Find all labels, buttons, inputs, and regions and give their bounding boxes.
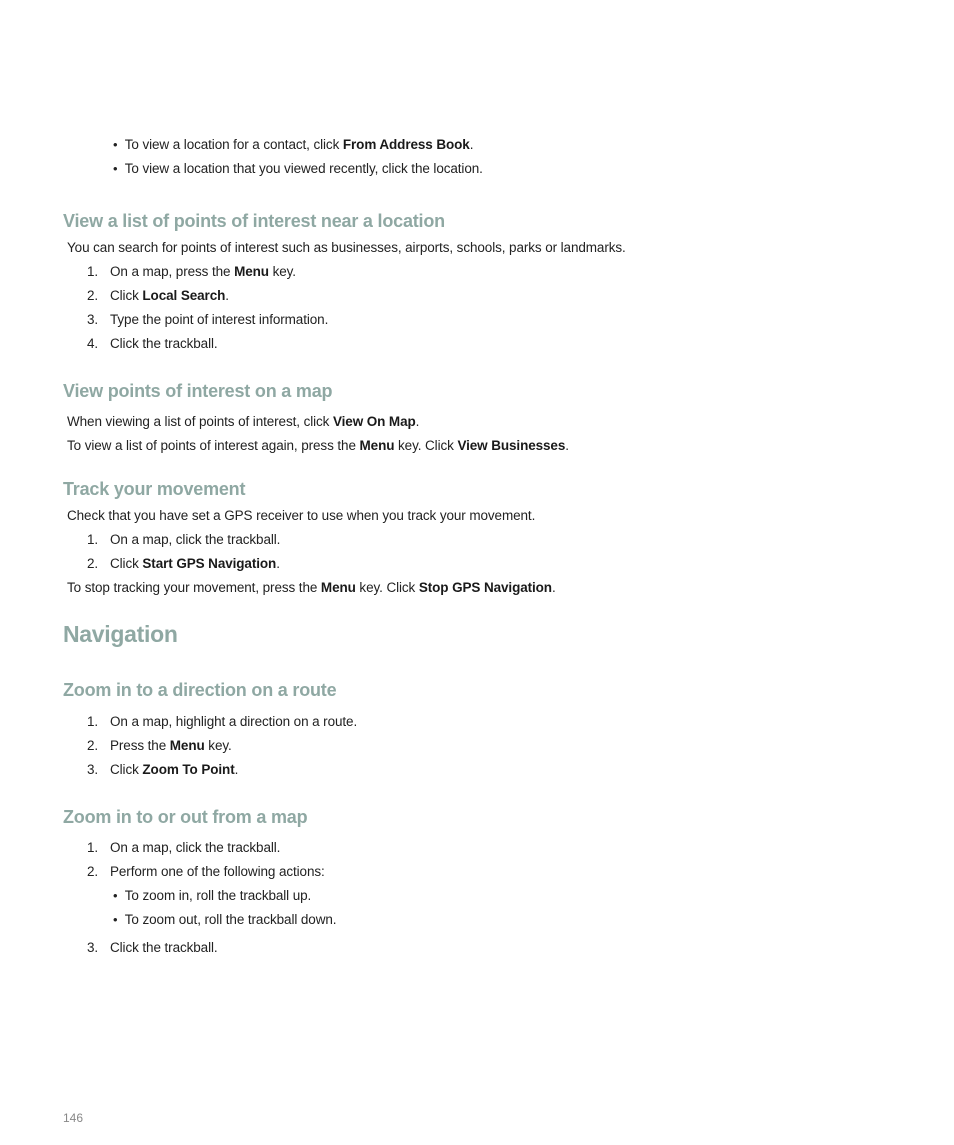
bullet-item <box>113 137 473 152</box>
step-text-end: key. <box>204 738 232 753</box>
step-text: Type the point of interest information. <box>110 312 329 327</box>
section-heading: Zoom in to a direction on a route <box>63 680 337 700</box>
step-text-end: key. <box>268 264 296 279</box>
paragraph-text: key. Click <box>355 580 419 595</box>
bullet-dot: • <box>113 161 118 176</box>
step-number: 2. <box>86 864 98 879</box>
paragraph-text: To view a list of points of interest again, press the <box>67 438 360 453</box>
sub-bullet-item <box>113 888 311 903</box>
ui-term: Stop GPS Navigation <box>418 580 552 595</box>
ui-term: Local Search <box>142 288 226 303</box>
ui-term: View On Map <box>332 414 416 429</box>
page-number: 146 <box>63 1111 84 1125</box>
ui-term: Zoom To Point <box>142 762 235 777</box>
bullet-text: To zoom out, roll the trackball down. <box>124 912 337 927</box>
sub-bullet-item <box>113 912 336 927</box>
bullet-text: To view a location for a contact, click <box>124 137 343 152</box>
list-item <box>76 840 280 855</box>
bullet-item <box>113 161 483 176</box>
step-text: On a map, click the trackball. <box>110 532 281 547</box>
list-item <box>76 714 357 729</box>
step-number: 3. <box>86 940 98 955</box>
list-item <box>76 288 229 303</box>
step-text: On a map, click the trackball. <box>110 840 281 855</box>
paragraph <box>67 580 556 595</box>
paragraph-text-end: . <box>551 580 556 595</box>
step-number: 2. <box>86 288 98 303</box>
ui-term: View Businesses <box>457 438 566 453</box>
step-text: Click the trackball. <box>110 940 218 955</box>
paragraph-text: To stop tracking your movement, press the <box>67 580 321 595</box>
ui-term: Start GPS Navigation <box>142 556 277 571</box>
bullet-dot: • <box>113 912 118 927</box>
step-number: 4. <box>86 336 98 351</box>
bullet-dot: • <box>113 137 118 152</box>
paragraph <box>67 414 419 429</box>
step-number: 2. <box>86 738 98 753</box>
step-text-end: . <box>225 288 229 303</box>
step-text-end: . <box>276 556 280 571</box>
ui-term: Menu <box>169 738 205 753</box>
step-text: Press the <box>110 738 170 753</box>
paragraph: You can search for points of interest such as businesses, airports, schools, parks or landmarks. <box>67 240 626 255</box>
step-text: Click <box>110 288 143 303</box>
step-text: Perform one of the following actions: <box>110 864 325 879</box>
list-item <box>76 532 280 547</box>
paragraph-text: When viewing a list of points of interest, click <box>67 414 333 429</box>
bullet-text-end: . <box>469 137 474 152</box>
chapter-title: Navigation <box>63 621 178 647</box>
step-number: 1. <box>86 840 98 855</box>
section-heading: View a list of points of interest near a location <box>63 211 445 231</box>
ui-term: From Address Book <box>342 137 470 152</box>
list-item <box>76 940 218 955</box>
list-item <box>76 762 238 777</box>
step-text-end: . <box>234 762 239 777</box>
list-item <box>76 556 280 571</box>
bullet-text: To view a location that you viewed recently, click the location. <box>124 161 483 176</box>
paragraph-text-end: . <box>565 438 569 453</box>
step-text: Click <box>110 762 143 777</box>
bullet-text: To zoom in, roll the trackball up. <box>124 888 312 903</box>
section-heading: Zoom in to or out from a map <box>63 807 308 827</box>
step-number: 1. <box>86 714 98 729</box>
paragraph <box>67 438 569 453</box>
section-heading: View points of interest on a map <box>63 381 333 401</box>
section-heading: Track your movement <box>63 479 246 499</box>
step-number: 2. <box>86 556 98 571</box>
list-item <box>76 864 325 879</box>
paragraph-text: key. Click <box>394 438 458 453</box>
list-item <box>76 312 328 327</box>
step-number: 1. <box>86 532 98 547</box>
step-text: On a map, press the <box>110 264 235 279</box>
step-number: 3. <box>86 762 98 777</box>
step-number: 1. <box>86 264 98 279</box>
list-item <box>76 738 232 753</box>
ui-term: Menu <box>320 580 356 595</box>
list-item <box>76 336 218 351</box>
step-text: Click the trackball. <box>110 336 218 351</box>
bullet-dot: • <box>113 888 118 903</box>
paragraph-text-end: . <box>415 414 420 429</box>
step-text: On a map, highlight a direction on a route. <box>110 714 358 729</box>
ui-term: Menu <box>234 264 269 279</box>
ui-term: Menu <box>359 438 395 453</box>
step-text: Click <box>110 556 143 571</box>
step-number: 3. <box>86 312 98 327</box>
paragraph: Check that you have set a GPS receiver to use when you track your movement. <box>67 508 536 523</box>
list-item <box>76 264 296 279</box>
